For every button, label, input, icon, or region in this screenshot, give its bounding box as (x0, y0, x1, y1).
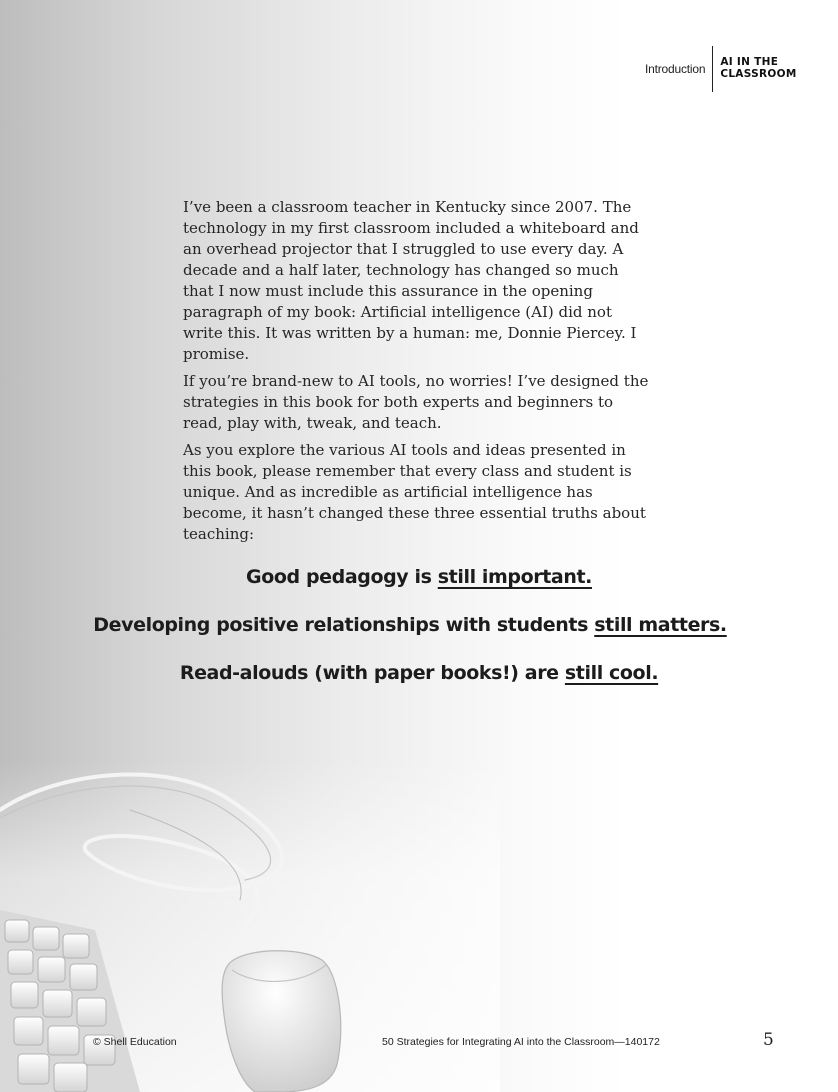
truth-lead: Good pedagogy is (246, 566, 438, 588)
page-number: 5 (763, 1030, 774, 1050)
book-title-line-2: CLASSROOM (720, 68, 797, 80)
paragraph: If you’re brand-new to AI tools, no worries! I’ve designed the strategies in this book for both experts and beginners to read, play with, tweak, and teach. (183, 372, 649, 432)
truth-line (0, 614, 829, 636)
copyright-notice: © Shell Education (93, 1036, 177, 1048)
section-label: Introduction (645, 62, 706, 76)
paragraph: I’ve been a classroom teacher in Kentucky since 2007. The technology in my first classroom included a whiteboard and an overhead projector that I struggled to use every day. A decade and a half later, technology has changed so much that I now must include this assurance in the opening paragraph of my book: Artificial intelligence (AI) did not write this. It was written by a human: me, Donnie Piercey. I promise. (183, 198, 639, 363)
paragraph: As you explore the various AI tools and ideas presented in this book, please remember that every class and student is unique. And as incredible as artificial intelligence has become, it hasn’t changed these three essential truths about teaching: (183, 441, 646, 543)
truth-emphasis: still matters. (594, 614, 727, 636)
truth-emphasis: still important. (437, 566, 592, 588)
book-title-label (713, 46, 796, 92)
footer-book-line: 50 Strategies for Integrating AI into the Classroom—140172 (382, 1036, 660, 1048)
book-title-line-1: AI IN THE (720, 56, 779, 68)
intro-text (183, 197, 653, 551)
truth-emphasis: still cool. (564, 662, 659, 684)
mouse-icon (222, 951, 341, 1092)
truth-line (0, 566, 838, 588)
truth-line (0, 662, 838, 684)
truth-lead: Read-alouds (with paper books!) are (179, 662, 565, 684)
truth-lead: Developing positive relationships with students (93, 614, 595, 636)
running-header (645, 46, 797, 92)
